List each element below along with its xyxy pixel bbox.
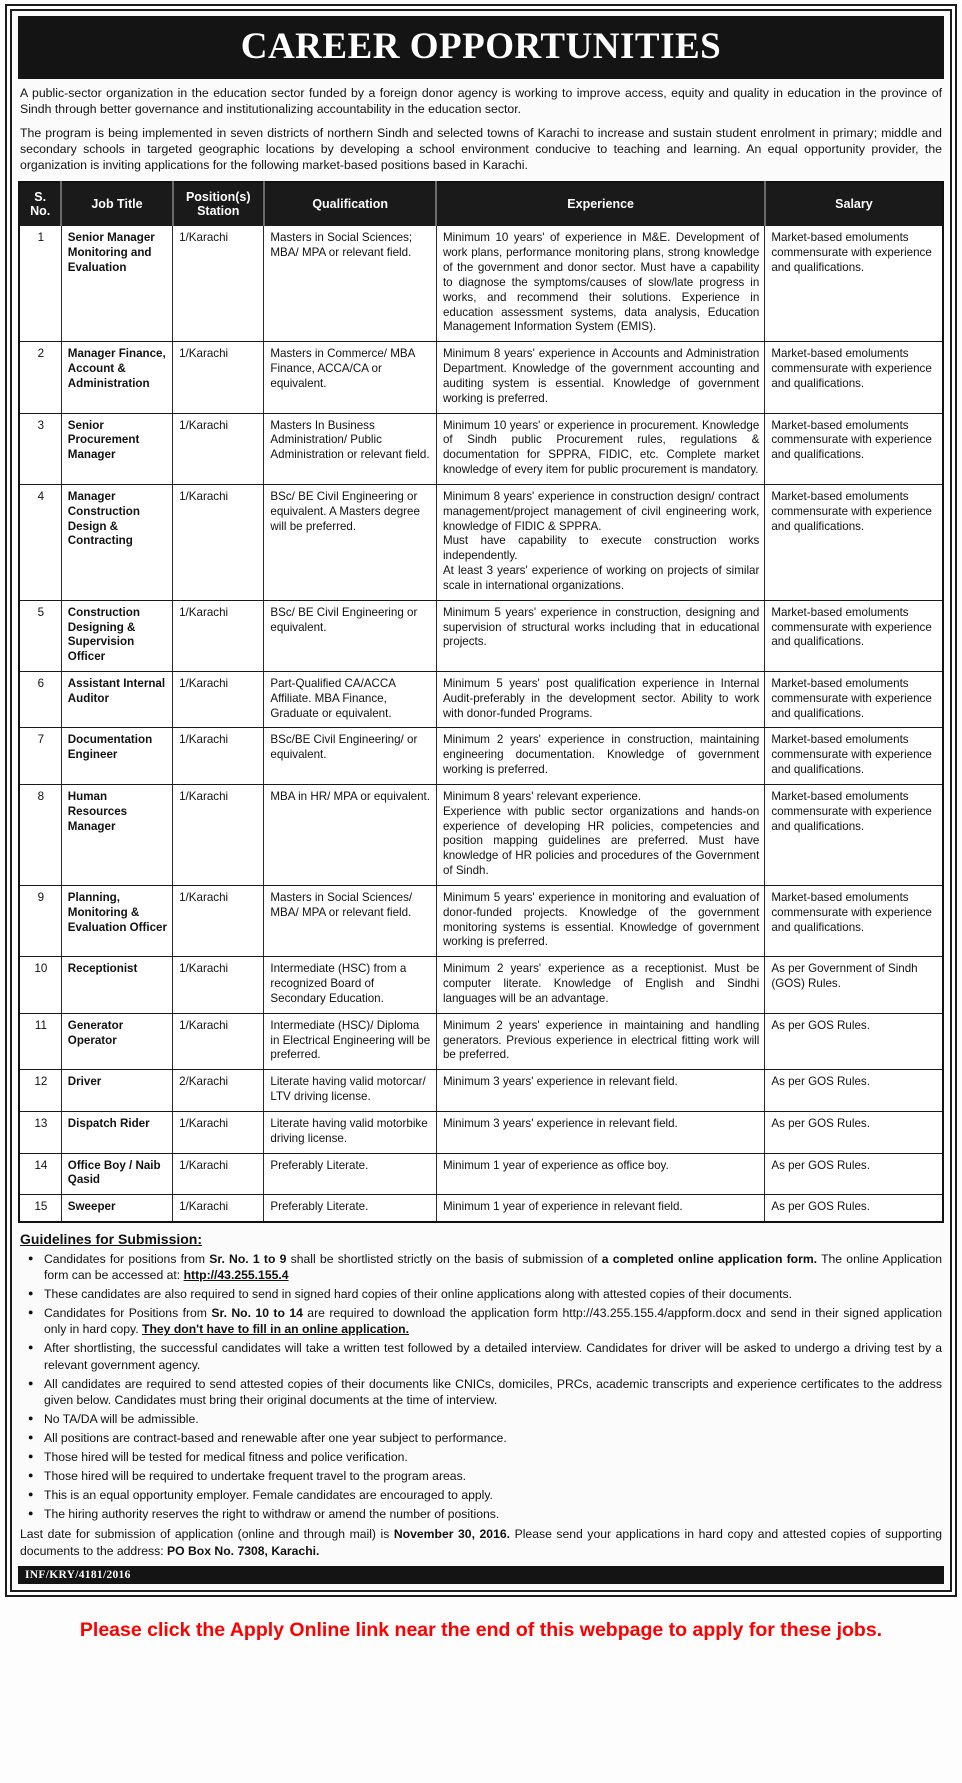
jobs-table	[18, 181, 944, 1223]
cell-qualification: Intermediate (HSC)/ Diploma in Electrical Engineering will be preferred.	[264, 1013, 437, 1069]
cell-qualification: Preferably Literate.	[264, 1195, 437, 1222]
cell-serial-number: 6	[19, 672, 61, 728]
cell-qualification: Masters In Business Administration/ Public Administration or relevant field.	[264, 413, 437, 484]
cell-job-title: Dispatch Rider	[61, 1111, 172, 1153]
apply-online-note: Please click the Apply Online link near the end of this webpage to apply for these jobs.	[79, 1618, 883, 1641]
cell-job-title: Manager Construction Design & Contracting	[61, 484, 172, 600]
cell-job-title: Construction Designing & Supervision Officer	[61, 600, 172, 671]
guidelines-list	[20, 1251, 942, 1522]
guideline-item: ● Candidates for Positions from Sr. No. 10 to 14 are required to download the application form http://43.255.155.4/appform.docx and send in their signed application only in hard copy. They don't have to fill in an online application.	[20, 1305, 942, 1337]
cell-positions-station: 1/Karachi	[173, 1111, 264, 1153]
guideline-item: ● Those hired will be tested for medical fitness and police verification.	[20, 1449, 942, 1465]
table-row	[19, 342, 943, 413]
guidelines-section	[18, 1231, 944, 1522]
table-row	[19, 600, 943, 671]
cell-job-title: Manager Finance, Account & Administration	[61, 342, 172, 413]
col-header-sno	[19, 182, 61, 226]
outer-border-frame	[5, 4, 957, 1597]
col-header-sno-line1: S.	[34, 189, 47, 204]
cell-job-title: Sweeper	[61, 1195, 172, 1222]
cell-experience: Minimum 1 year of experience as office boy.	[436, 1153, 764, 1195]
cell-serial-number: 13	[19, 1111, 61, 1153]
cell-serial-number: 7	[19, 728, 61, 784]
guideline-item: ● Candidates for positions from Sr. No. 1 to 9 shall be shortlisted strictly on the basis of submission of a completed online application form. The online Application form can be accessed at: http://43.255.155.4	[20, 1251, 942, 1283]
cell-salary: As per GOS Rules.	[765, 1013, 943, 1069]
reference-code-bar: INF/KRY/4181/2016	[18, 1566, 944, 1584]
table-row	[19, 728, 943, 784]
cell-qualification: MBA in HR/ MPA or equivalent.	[264, 784, 437, 885]
cell-job-title: Assistant Internal Auditor	[61, 672, 172, 728]
cell-qualification: Masters in Social Sciences/ MBA/ MPA or relevant field.	[264, 885, 437, 956]
col-header-positions-line2: Station	[197, 204, 240, 219]
advertisement-page	[0, 4, 962, 1783]
cell-salary: Market-based emoluments commensurate with experience and qualifications.	[765, 885, 943, 956]
cell-experience: Minimum 5 years' experience in monitoring and evaluation of donor-funded projects. Knowledge of the government monitoring systems is essential. Knowledge of government working is preferred.	[436, 885, 764, 956]
cell-serial-number: 15	[19, 1195, 61, 1222]
cell-serial-number: 10	[19, 957, 61, 1013]
cell-positions-station: 1/Karachi	[173, 600, 264, 671]
cell-positions-station: 1/Karachi	[173, 413, 264, 484]
col-header-job-title: Job Title	[61, 182, 172, 226]
cell-salary: As per Government of Sindh (GOS) Rules.	[765, 957, 943, 1013]
cell-salary: As per GOS Rules.	[765, 1195, 943, 1222]
cell-serial-number: 11	[19, 1013, 61, 1069]
col-header-experience: Experience	[436, 182, 764, 226]
table-row	[19, 672, 943, 728]
cell-serial-number: 14	[19, 1153, 61, 1195]
cell-job-title: Office Boy / Naib Qasid	[61, 1153, 172, 1195]
cell-qualification: Intermediate (HSC) from a recognized Board of Secondary Education.	[264, 957, 437, 1013]
intro-section	[18, 85, 944, 174]
cell-positions-station: 1/Karachi	[173, 226, 264, 342]
cell-salary: Market-based emoluments commensurate with experience and qualifications.	[765, 413, 943, 484]
cell-job-title: Planning, Monitoring & Evaluation Officer	[61, 885, 172, 956]
table-row	[19, 226, 943, 342]
guideline-item: ● The hiring authority reserves the right to withdraw or amend the number of positions.	[20, 1506, 942, 1522]
cell-salary: As per GOS Rules.	[765, 1153, 943, 1195]
cell-salary: As per GOS Rules.	[765, 1070, 943, 1112]
col-header-salary: Salary	[765, 182, 943, 226]
header-row	[19, 182, 943, 226]
cell-job-title: Documentation Engineer	[61, 728, 172, 784]
cell-experience: Minimum 2 years' experience as a receptionist. Must be computer literate. Knowledge of English and Sindhi languages will be an advantage.	[436, 957, 764, 1013]
cell-positions-station: 1/Karachi	[173, 342, 264, 413]
cell-salary: Market-based emoluments commensurate with experience and qualifications.	[765, 784, 943, 885]
cell-qualification: Masters in Commerce/ MBA Finance, ACCA/CA or equivalent.	[264, 342, 437, 413]
col-header-positions-line1: Position(s)	[185, 189, 251, 204]
cell-experience: Minimum 2 years' experience in construction, maintaining engineering documentation. Knowledge of government working is preferred.	[436, 728, 764, 784]
table-row	[19, 1013, 943, 1069]
col-header-qualification: Qualification	[264, 182, 437, 226]
cell-positions-station: 1/Karachi	[173, 784, 264, 885]
cell-serial-number: 1	[19, 226, 61, 342]
cell-salary: Market-based emoluments commensurate with experience and qualifications.	[765, 728, 943, 784]
cell-serial-number: 4	[19, 484, 61, 600]
guideline-item: ● After shortlisting, the successful candidates will take a written test followed by a detailed interview. Candidates for driver will be asked to undergo a driving test by a relevant government agency.	[20, 1340, 942, 1372]
cell-qualification: BSc/ BE Civil Engineering or equivalent. A Masters degree will be preferred.	[264, 484, 437, 600]
cell-experience: Minimum 8 years' experience in Accounts and Administration Department. Knowledge of the government accounting and auditing system is essential. Knowledge of government working is preferred.	[436, 342, 764, 413]
cell-positions-station: 1/Karachi	[173, 1013, 264, 1069]
cell-serial-number: 12	[19, 1070, 61, 1112]
cell-experience: Minimum 5 years' post qualification experience in Internal Audit-preferably in the development sector. Ability to work with donor-funded Programs.	[436, 672, 764, 728]
cell-job-title: Driver	[61, 1070, 172, 1112]
cell-qualification: Masters in Social Sciences; MBA/ MPA or relevant field.	[264, 226, 437, 342]
cell-salary: Market-based emoluments commensurate with experience and qualifications.	[765, 342, 943, 413]
cell-job-title: Generator Operator	[61, 1013, 172, 1069]
cell-serial-number: 3	[19, 413, 61, 484]
table-row	[19, 1111, 943, 1153]
cell-positions-station: 2/Karachi	[173, 1070, 264, 1112]
cell-serial-number: 9	[19, 885, 61, 956]
cell-positions-station: 1/Karachi	[173, 484, 264, 600]
cell-positions-station: 1/Karachi	[173, 1195, 264, 1222]
guidelines-heading: Guidelines for Submission:	[20, 1231, 203, 1248]
guideline-item: ● No TA/DA will be admissible.	[20, 1411, 942, 1427]
cell-experience: Minimum 1 year of experience in relevant field.	[436, 1195, 764, 1222]
col-header-sno-line2: No.	[30, 204, 51, 219]
cell-salary: Market-based emoluments commensurate with experience and qualifications.	[765, 484, 943, 600]
table-row	[19, 1153, 943, 1195]
cell-salary: Market-based emoluments commensurate with experience and qualifications.	[765, 672, 943, 728]
cell-qualification: Literate having valid motorcar/ LTV driving license.	[264, 1070, 437, 1112]
cell-experience: Minimum 8 years' relevant experience. Experience with public sector organizations and hands-on experience of developing HR policies, competencies and position mapping guidelines are preferred. Must have knowledge of HR policies and procedures of the Government of Sindh.	[436, 784, 764, 885]
cell-positions-station: 1/Karachi	[173, 728, 264, 784]
table-row	[19, 885, 943, 956]
cell-qualification: BSc/ BE Civil Engineering or equivalent.	[264, 600, 437, 671]
cell-experience: Minimum 5 years' experience in construction, designing and supervision of structural works including that in educational projects.	[436, 600, 764, 671]
guideline-item: ● This is an equal opportunity employer. Female candidates are encouraged to apply.	[20, 1487, 942, 1503]
guideline-item: ● Those hired will be required to undertake frequent travel to the program areas.	[20, 1468, 942, 1484]
cell-experience: Minimum 2 years' experience in maintaining and handling generators. Previous experience in electrical fitting work will be preferred.	[436, 1013, 764, 1069]
jobs-table-body	[19, 226, 943, 1222]
table-row	[19, 1070, 943, 1112]
table-row	[19, 957, 943, 1013]
cell-positions-station: 1/Karachi	[173, 672, 264, 728]
cell-salary: Market-based emoluments commensurate with experience and qualifications.	[765, 226, 943, 342]
cell-serial-number: 5	[19, 600, 61, 671]
cell-experience: Minimum 3 years' experience in relevant field.	[436, 1070, 764, 1112]
table-row	[19, 1195, 943, 1222]
cell-qualification: Preferably Literate.	[264, 1153, 437, 1195]
guideline-item: ● All positions are contract-based and renewable after one year subject to performance.	[20, 1430, 942, 1446]
cell-qualification: BSc/BE Civil Engineering/ or equivalent.	[264, 728, 437, 784]
guideline-item: ● These candidates are also required to send in signed hard copies of their online applications along with attested copies of their documents.	[20, 1286, 942, 1302]
cell-job-title: Human Resources Manager	[61, 784, 172, 885]
intro-paragraph-2: The program is being implemented in seven districts of northern Sindh and selected towns of Karachi to increase and sustain student enrolment in primary; middle and secondary schools in targeted geographic locations by developing a school environment conducive to teaching and learning. An equal opportunity provider, the organization is inviting applications for the following market-based positions based in Karachi.	[20, 125, 942, 173]
cell-positions-station: 1/Karachi	[173, 885, 264, 956]
cell-serial-number: 2	[19, 342, 61, 413]
table-row	[19, 413, 943, 484]
cell-positions-station: 1/Karachi	[173, 957, 264, 1013]
cell-experience: Minimum 10 years' of experience in M&E. Development of work plans, performance monitoring plans, strong knowledge of the government and donor sector. Must have a capability to diagnose the symptoms/causes of slow/late progress in works, and recommend their solutions. Experience in education assessment systems, data analysis, Education Management Information System (EMIS).	[436, 226, 764, 342]
cell-qualification: Part-Qualified CA/ACCA Affiliate. MBA Finance, Graduate or equivalent.	[264, 672, 437, 728]
cell-experience: Minimum 8 years' experience in construction design/ contract management/project management of civil engineering work, knowledge of FIDIC & SPPRA. Must have capability to execute construction works independently. At least 3 years' experience of working on projects of similar scale in international organizations.	[436, 484, 764, 600]
cell-job-title: Receptionist	[61, 957, 172, 1013]
cell-salary: Market-based emoluments commensurate with experience and qualifications.	[765, 600, 943, 671]
inner-border-frame	[10, 9, 952, 1592]
cell-salary: As per GOS Rules.	[765, 1111, 943, 1153]
jobs-table-header	[19, 182, 943, 226]
guideline-item: ● All candidates are required to send attested copies of their documents like CNICs, domiciles, PRCs, academic transcripts and experience certificates to the address given below. Candidates must bring their original documents at the time of interview.	[20, 1376, 942, 1408]
cell-positions-station: 1/Karachi	[173, 1153, 264, 1195]
cell-qualification: Literate having valid motorbike driving license.	[264, 1111, 437, 1153]
cell-job-title: Senior Procurement Manager	[61, 413, 172, 484]
table-row	[19, 784, 943, 885]
cell-job-title: Senior Manager Monitoring and Evaluation	[61, 226, 172, 342]
cell-experience: Minimum 3 years' experience in relevant field.	[436, 1111, 764, 1153]
col-header-positions-station	[173, 182, 264, 226]
page-title: CAREER OPPORTUNITIES	[18, 16, 944, 79]
table-row	[19, 484, 943, 600]
cell-serial-number: 8	[19, 784, 61, 885]
cell-experience: Minimum 10 years' or experience in procurement. Knowledge of Sindh public Procurement rules, regulations & documentation for SPPRA, FIDIC, etc. Complete market knowledge of every item for public procurement is mandatory.	[436, 413, 764, 484]
intro-paragraph-1: A public-sector organization in the education sector funded by a foreign donor agency is working to improve access, equity and quality in education in the province of Sindh through better governance and institutionalizing accountability in the education sector.	[20, 86, 942, 117]
closing-note: Last date for submission of application (online and through mail) is November 30, 2016. Please send your applications in hard copy and attested copies of supporting documents to the address: PO Box No. 7308, Karachi.	[20, 1527, 943, 1558]
